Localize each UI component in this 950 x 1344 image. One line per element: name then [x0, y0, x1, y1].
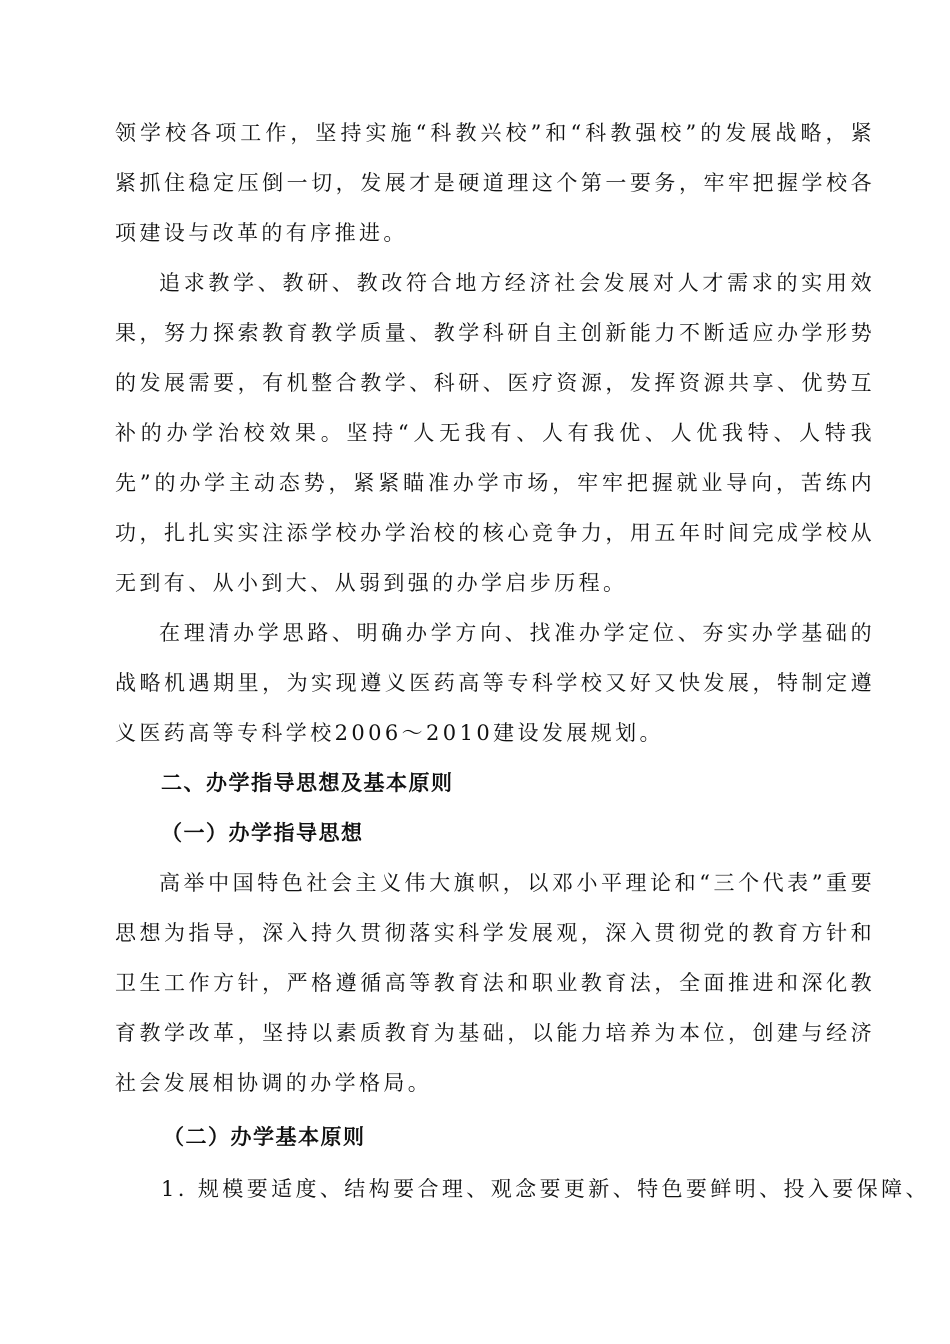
sub-heading-guiding-thought: （一）办学指导思想	[161, 820, 364, 845]
document-body	[115, 108, 930, 1214]
paragraph-guiding-thought: 高举中国特色社会主义伟大旗帜，以邓小平理论和“三个代表”重要思想为指导，深入持久贯彻落实科学发展观，深入贯彻党的教育方针和卫生工作方针，严格遵循高等教育法和职业教育法，全面推进和深化教育教学改革，坚持以素质教育为基础，以能力培养为本位，创建与经济社会发展相协调的办学格局。	[115, 871, 875, 1095]
paragraph-development-plan: 在理清办学思路、明确办学方向、找准办学定位、夯实办学基础的战略机遇期里，为实现遵义医药高等专科学校又好又快发展，特制定遵义医药高等专科学校2006～2010建设发展规划。	[115, 621, 875, 745]
paragraph-continuation: 领学校各项工作，坚持实施“科教兴校”和“科教强校”的发展战略，紧紧抓住稳定压倒一切，发展才是硬道理这个第一要务，牢牢把握学校各项建设与改革的有序推进。	[115, 121, 875, 245]
principle-item-1: 1. 规模要适度、结构要合理、观念要更新、特色要鲜明、投入要保障、	[161, 1177, 930, 1201]
section-heading: 二、办学指导思想及基本原则	[161, 770, 454, 795]
sub-heading-basic-principles: （二）办学基本原则	[163, 1124, 366, 1149]
paragraph-practical-effect: 追求教学、教研、教改符合地方经济社会发展对人才需求的实用效果，努力探索教育教学质量、教学科研自主创新能力不断适应办学形势的发展需要，有机整合教学、科研、医疗资源，发挥资源共享、优势互补的办学治校效果。坚持“人无我有、人有我优、人优我特、人特我先”的办学主动态势，紧紧瞄准办学市场，牢牢把握就业导向，苦练内功，扎扎实实注添学校办学治校的核心竞争力，用五年时间完成学校从无到有、从小到大、从弱到强的办学启步历程。	[115, 271, 875, 595]
